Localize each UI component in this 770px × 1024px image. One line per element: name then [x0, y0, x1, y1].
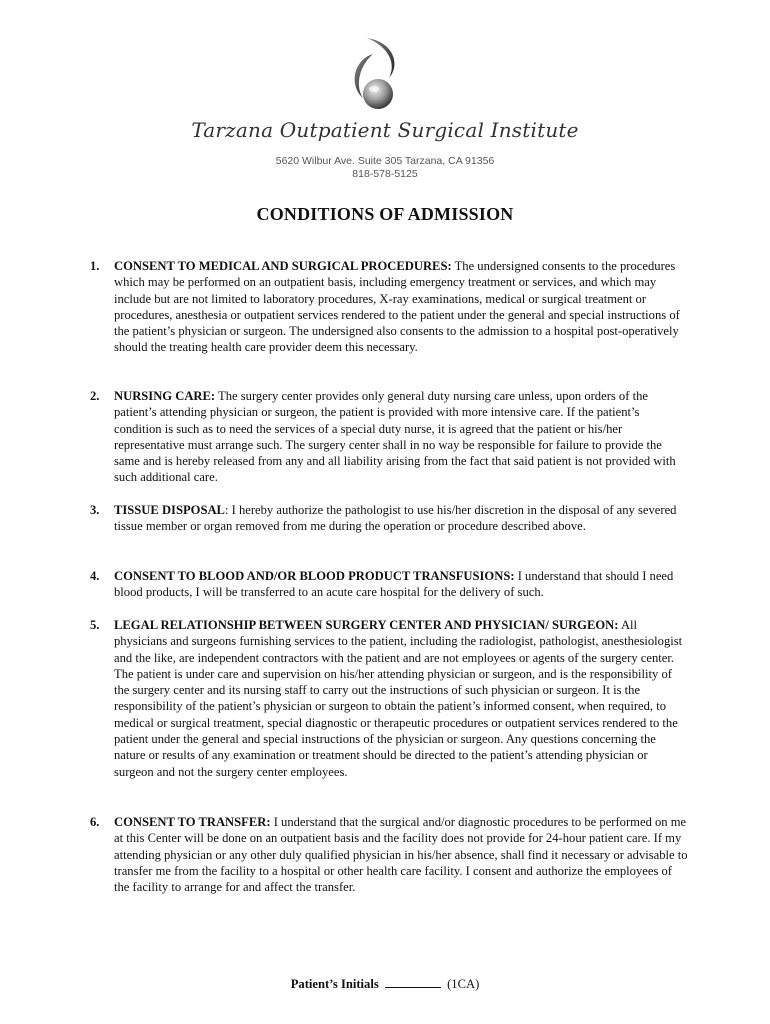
section-number: 1.: [90, 259, 100, 273]
document-title: CONDITIONS OF ADMISSION: [256, 204, 514, 224]
organization-address: 5620 Wilbur Ave. Suite 305 Tarzana, CA 91356: [275, 155, 495, 167]
section-blood-transfusions: [90, 568, 690, 601]
section-nursing-care: [90, 388, 690, 486]
section-text: I understand that should I need blood products, I will be transferred to an acute care hospital for the delivery of such.: [114, 569, 674, 600]
section-number: 5.: [90, 618, 100, 632]
section-number: 2.: [90, 389, 100, 403]
initials-label: Patient’s Initials: [290, 977, 379, 991]
section-consent-transfer: [90, 814, 690, 895]
section-heading: CONSENT TO BLOOD AND/OR BLOOD PRODUCT TRANSFUSIONS:: [114, 569, 515, 583]
initials-footer: [0, 977, 770, 992]
section-legal-relationship: [90, 617, 690, 780]
section-heading: CONSENT TO MEDICAL AND SURGICAL PROCEDURES:: [114, 259, 452, 273]
section-heading: NURSING CARE:: [114, 389, 216, 403]
institute-logo-icon: [345, 34, 405, 124]
organization-phone: 818-578-5125: [352, 168, 418, 180]
section-number: 3.: [90, 503, 100, 517]
section-text: The undersigned consents to the procedures which may be performed on an outpatient basis, including emergency treatment or services, and which may include but are not limited to laboratory procedures, X-ray examinations, medical or surgical treatment or procedures, anesthesia or outpatient services rendered to the patient under the general and special instructions of the patient’s physician or surgeon. The undersigned also consents to the admission to a hospital post-operatively should the treating health care provider deem this necessary.: [114, 259, 680, 355]
section-heading: TISSUE DISPOSAL: [114, 503, 225, 517]
initials-field[interactable]: [385, 977, 441, 988]
section-number: 6.: [90, 815, 100, 829]
section-consent-medical-surgical: [90, 258, 690, 356]
section-heading: LEGAL RELATIONSHIP BETWEEN SURGERY CENTER AND PHYSICIAN/ SURGEON:: [114, 618, 619, 632]
section-text: : I hereby authorize the pathologist to use his/her discretion in the disposal of any severed tissue member or organ removed from me during the operation or procedure described above.: [114, 503, 677, 534]
section-tissue-disposal: [90, 502, 690, 535]
section-number: 4.: [90, 569, 100, 583]
section-text: I understand that the surgical and/or diagnostic procedures to be performed on me at this Center will be done on an outpatient basis and the facility does not provide for 24-hour patient care. If my attending physician or any other duly qualified physician in his/her absence, shall find it necessary or advisable to transfer me from the facility to a hospital or other health care facility. I consent and authorize the employees of the facility to arrange for and affect the transfer.: [114, 815, 688, 895]
section-text: All physicians and surgeons furnishing services to the patient, including the radiologist, pathologist, anesthesiologist and the like, are independent contractors with the patient and are not employees or agents of the surgery center. The patient is under care and supervision on his/her attending physician or surgeon, and is the responsibility of the surgery center and its nursing staff to carry out the instructions of such physician or surgeon. It is the responsibility of the patient’s physician or surgeon to obtain the patient’s informed consent, when required, to medical or surgical treatment, special diagnostic or therapeutic procedures or outpatient services rendered to the patient under the general and special instructions of the physician or surgeon. Any questions concerning the nature or results of any examination or treatment should be directed to the patient’s attending physician or surgeon and not the surgery center employees.: [114, 618, 683, 779]
organization-name: Tarzana Outpatient Surgical Institute: [191, 118, 579, 142]
section-heading: CONSENT TO TRANSFER:: [114, 815, 271, 829]
section-text: The surgery center provides only general duty nursing care unless, upon orders of the patient’s attending physician or surgeon, the patient is provided with more intensive care. If the patient’s condition is such as to need the services of a special duty nurse, it is agreed that the patient or his/her representative must arrange such. The surgery center shall in no way be responsible for failure to provide the same and is hereby released from any and all liability arising from the fact that said patient is not provided with such additional care.: [114, 389, 676, 485]
form-code: (1CA): [447, 977, 480, 991]
